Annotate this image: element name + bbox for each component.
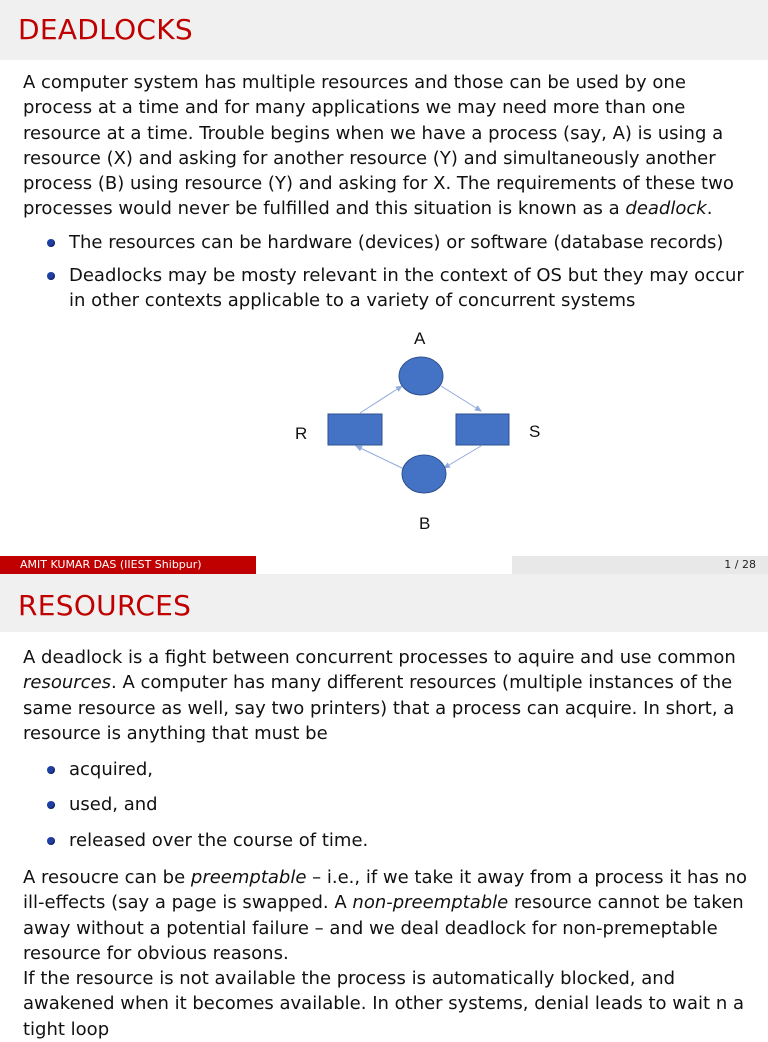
slide-title: RESOURCES: [18, 589, 192, 622]
bullet-text: acquired,: [69, 759, 153, 780]
bullet-text: The resources can be hardware (devices) or software (database records): [69, 232, 724, 253]
preemptable-paragraph: [23, 865, 749, 966]
label-r: R: [295, 424, 308, 443]
bullet-text: released over the course of time.: [69, 830, 369, 851]
bullet-item: [23, 757, 749, 782]
para2-text-1: A resoucre can be: [23, 867, 191, 888]
edge-s-to-b: [444, 446, 481, 468]
resource-s-node: [456, 414, 509, 445]
edge-b-to-r: [356, 446, 404, 469]
edge-a-to-s: [441, 386, 481, 411]
slide-footer: [0, 556, 768, 574]
bullet-text: Deadlocks may be mosty relevant in the context of OS but they may occur in other contexts applicable to a variety of concurrent systems: [69, 265, 744, 312]
para2-text-2: – i.e., if we take it away from a process it has no ill-effects (say a page is swapped. A: [23, 867, 747, 914]
para2-emphasis-1: preemptable: [190, 867, 307, 888]
footer-spacer: [256, 556, 512, 574]
edge-r-to-a: [360, 386, 402, 413]
intro-emphasis: resources: [23, 672, 112, 694]
label-b: B: [419, 514, 431, 533]
bullet-text: used, and: [69, 794, 158, 815]
footer-page-number: 1 / 28: [512, 556, 768, 574]
para2-text-3: resource cannot be taken away without a potential failure – and we deal deadlock for non-premeptable resource for obvious reasons.: [23, 892, 744, 964]
label-a: A: [414, 329, 426, 348]
paragraph-text-2: .: [706, 198, 713, 220]
slide-title: DEADLOCKS: [18, 13, 193, 46]
label-s: S: [529, 422, 541, 441]
slide-resources: [0, 574, 768, 1040]
intro-text-2: . A computer has many different resources (multiple instances of the same resource as well, say two printers) that a process can acquire. In short, a resource is anything that must be: [23, 672, 735, 744]
process-a-node: [399, 357, 443, 395]
bullet-icon: [47, 837, 55, 845]
bullet-icon: [47, 801, 55, 809]
process-b-node: [402, 455, 446, 493]
resource-r-node: [328, 414, 382, 445]
bullet-item: [23, 792, 749, 817]
paragraph-text-1: A computer system has multiple resources and those can be used by one process at a time and for many applications we may need more than one resource at a time. Trouble begins when we have a process (say, A) is using a resource (X) and asking for another resource (Y) and simultaneously another process (B) using resource (Y) and asking for X. The requirements of these two processes would never be fulfilled and this situation is known as a: [23, 72, 734, 220]
footer-author: AMIT KUMAR DAS (IIEST Shibpur): [0, 556, 256, 574]
bullet-icon: [47, 766, 55, 774]
resources-intro-paragraph: [23, 645, 749, 746]
slide-title-bar: [0, 574, 768, 632]
paragraph-emphasis: deadlock: [625, 198, 707, 220]
intro-text-1: A deadlock is a fight between concurrent processes to aquire and use common: [23, 647, 736, 668]
bullet-item: [23, 828, 749, 853]
blocking-paragraph: If the resource is not available the process is automatically blocked, and awakened when it becomes available. In other systems, denial leads to wait n a tight loop: [23, 968, 744, 1040]
para2-emphasis-2: non-preemptable: [352, 892, 509, 914]
